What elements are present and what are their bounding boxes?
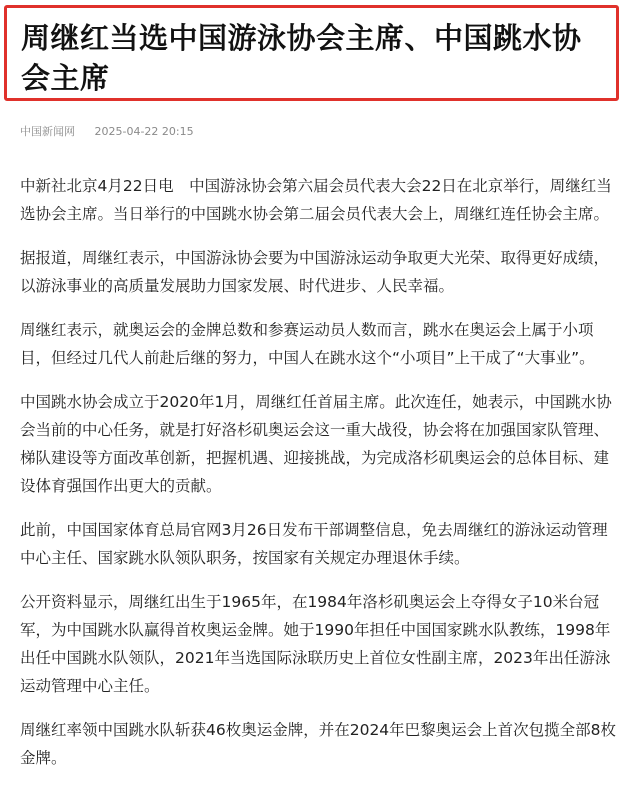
article-title: 周继红当选中国游泳协会主席、中国跳水协会主席 [21, 21, 582, 95]
article-paragraph: 中新社北京4月22日电 中国游泳协会第六届会员代表大会22日在北京举行，周继红当选协会主席。当日举行的中国跳水协会第二届会员代表大会上，周继红连任协会主席。 [20, 177, 612, 223]
article-paragraph: 周继红表示，就奥运会的金牌总数和参赛运动员人数而言，跳水在奥运会上属于小项目，但经过几代人前赴后继的努力，中国人在跳水这个“小项目”上干成了“大事业”。 [20, 321, 595, 367]
article-paragraph: 周继红率领中国跳水队斩获46枚奥运金牌，并在2024年巴黎奥运会上首次包揽全部8枚金牌。 [20, 721, 617, 767]
article-paragraph: 据报道，周继红表示，中国游泳协会要为中国游泳运动争取更大光荣、取得更好成绩，以游泳事业的高质量发展助力国家发展、时代进步、人民幸福。 [20, 249, 610, 295]
article-paragraph: 公开资料显示，周继红出生于1965年，在1984年洛杉矶奥运会上夺得女子10米台冠军，为中国跳水队赢得首枚奥运金牌。她于1990年担任中国国家跳水队教练，1998年出任中国跳水队领队，2021年当选国际泳联历史上首位女性副主席，2023年出任游泳运动管理中心主任。 [20, 593, 611, 695]
article-paragraph: 此前，中国国家体育总局官网3月26日发布干部调整信息，免去周继红的游泳运动管理中心主任、国家跳水队领队职务，按国家有关规定办理退休手续。 [20, 521, 608, 567]
article-meta [20, 123, 194, 139]
headline-highlight-box [4, 5, 619, 101]
article-paragraph: 中国跳水协会成立于2020年1月，周继红任首届主席。此次连任，她表示，中国跳水协会当前的中心任务，就是打好洛杉矶奥运会这一重大战役，协会将在加强国家队管理、梯队建设等方面改革创新，把握机遇、迎接挑战，为完成洛杉矶奥运会的总体目标、建设体育强国作出更大的贡献。 [20, 393, 612, 495]
article-body [20, 172, 618, 788]
article-source[interactable]: 中国新闻网 [20, 125, 75, 138]
article-datetime: 2025-04-22 20:15 [94, 125, 194, 138]
